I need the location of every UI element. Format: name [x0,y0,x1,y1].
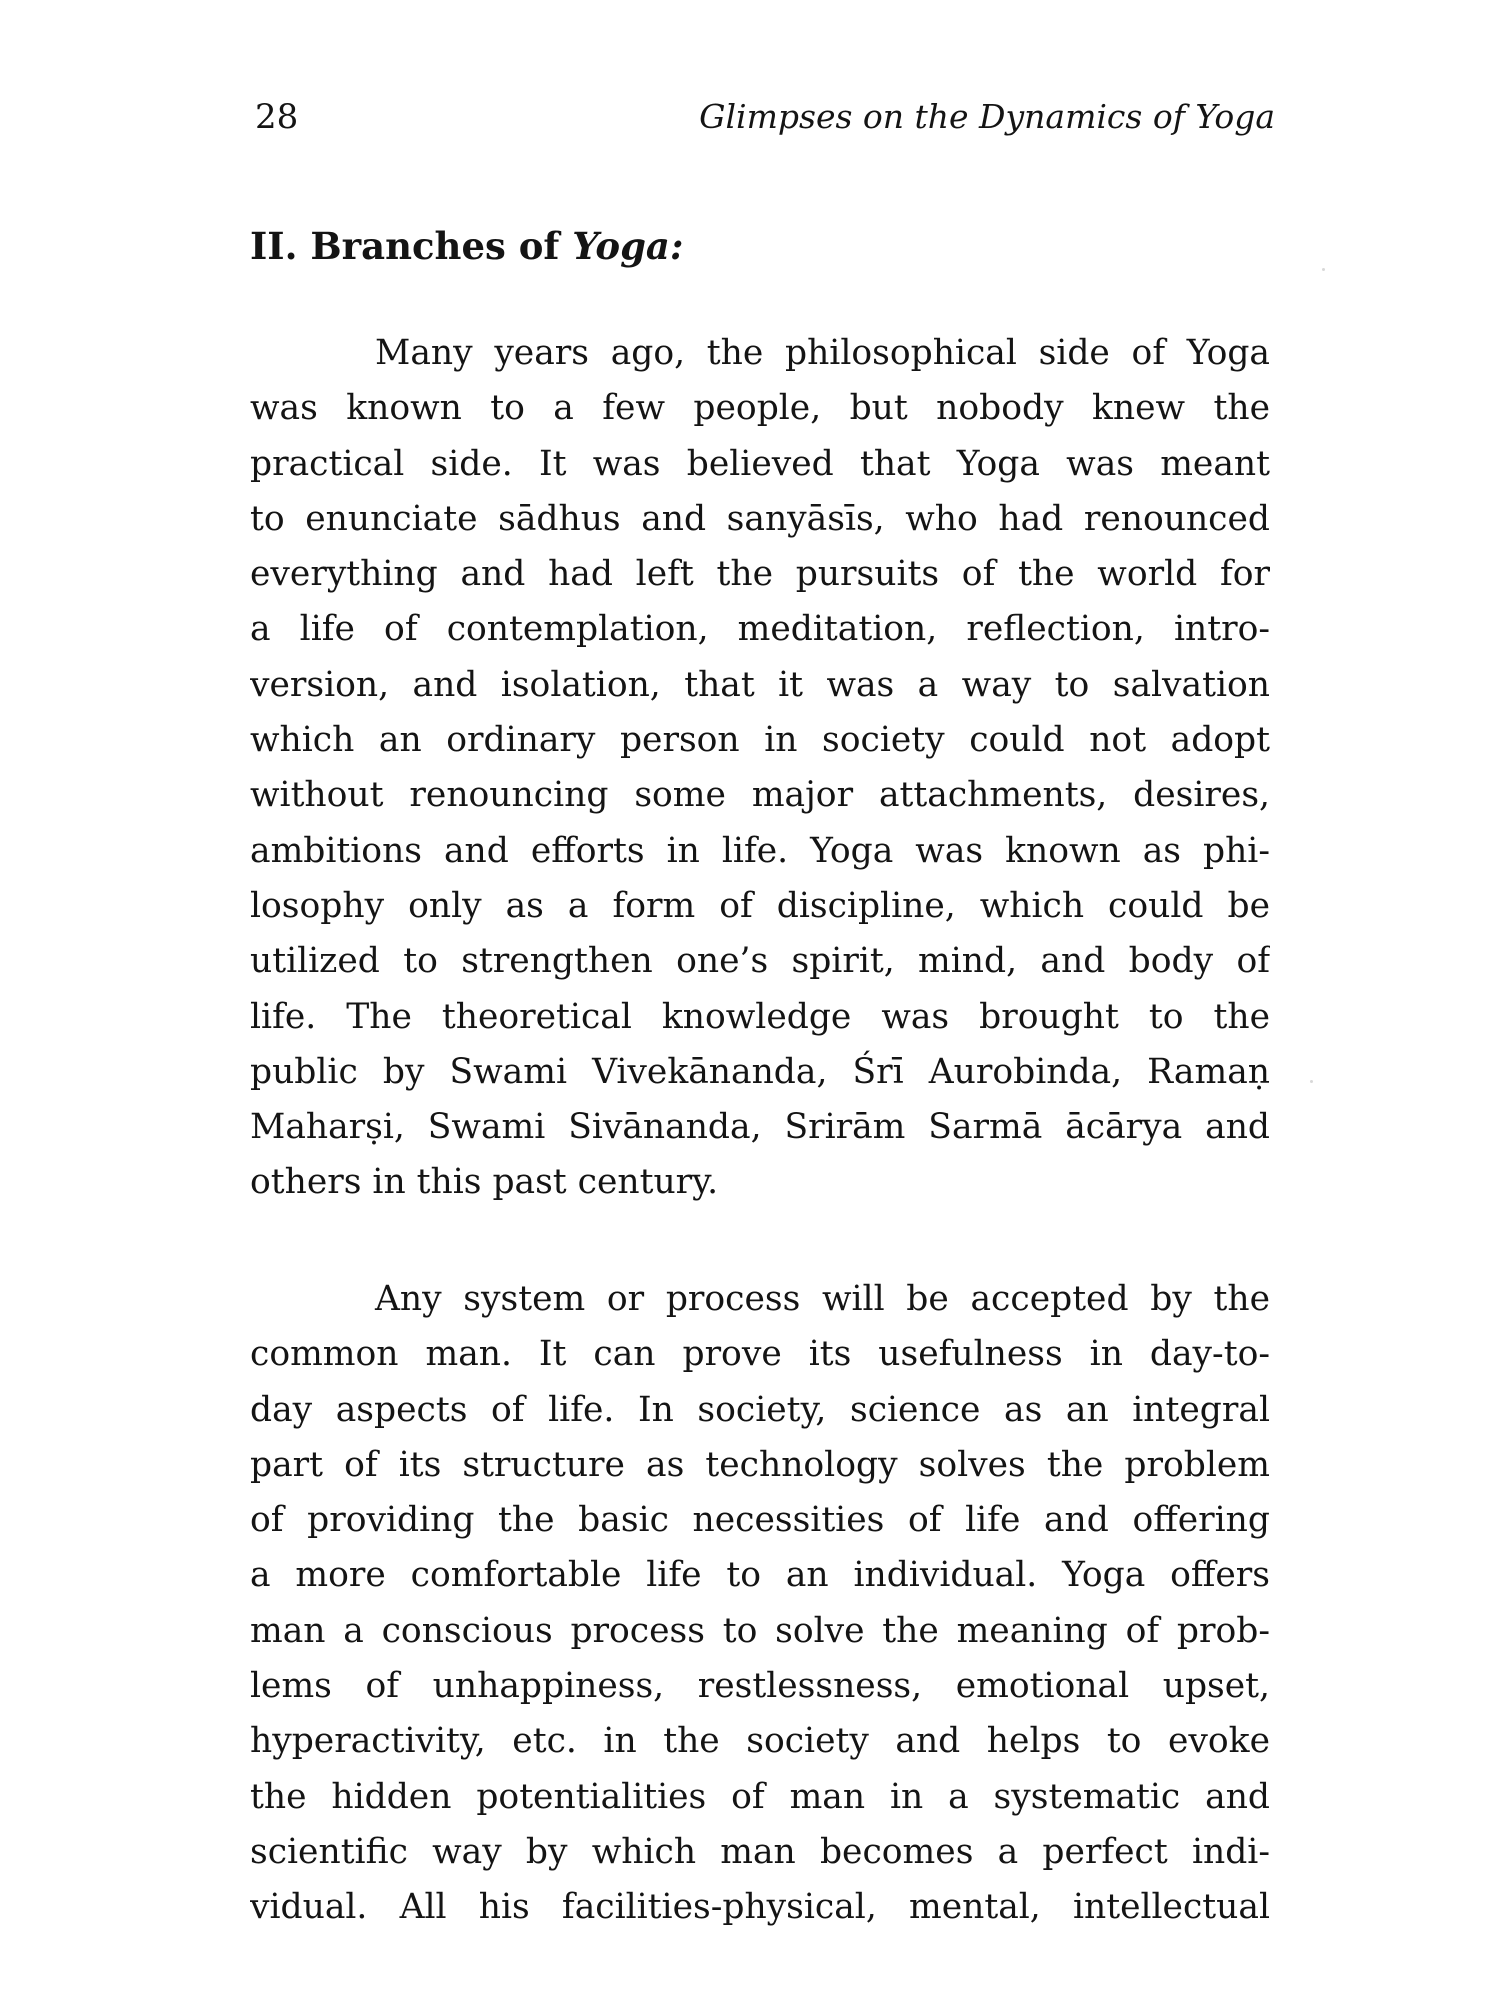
text-line: a life of contemplation, meditation, reflection, intro- [250,609,1270,650]
text-line: hyperactivity, etc. in the society and helps to evoke [250,1721,1270,1762]
text-line: to enunciate sādhus and sanyāsīs, who had renounced [250,498,1270,539]
text-line: Maharṣi, Swami Sivānanda, Srirām Sarmā ācārya and [250,1107,1270,1148]
text-line: of providing the basic necessities of life and offering [250,1500,1270,1541]
text-line: ambitions and efforts in life. Yoga was known as phi- [250,830,1270,871]
running-head [255,92,1275,142]
text-line: vidual. All his facilities-physical, mental, intellectual [250,1887,1270,1928]
paragraph-2 [250,1272,1270,1936]
text-line: the hidden potentialities of man in a systematic and [250,1776,1270,1817]
text-line: losophy only as a form of discipline, which could be [250,885,1270,926]
book-title: Glimpses on the Dynamics of Yoga [699,97,1275,136]
section-heading [250,218,684,274]
text-line: part of its structure as technology solves the problem [250,1444,1270,1485]
scan-speck [1310,1080,1313,1083]
text-line: others in this past century. [250,1162,719,1203]
text-line: everything and had left the pursuits of the world for [250,554,1270,595]
text-line: public by Swami Vivekānanda, Śrī Aurobinda, Ramaṇ [250,1051,1270,1092]
text-line: which an ordinary person in society could not adopt [250,720,1270,761]
text-line: a more comfortable life to an individual. Yoga offers [250,1555,1270,1596]
paragraph-1 [250,326,1270,1211]
scan-speck [1322,268,1325,271]
text-line: version, and isolation, that it was a way to salvation [250,664,1270,705]
text-line: life. The theoretical knowledge was brought to the [250,996,1270,1037]
text-line: Any system or process will be accepted by the [375,1279,1270,1319]
text-line: Many years ago, the philosophical side of Yoga [375,333,1270,373]
section-heading-italic: Yoga: [572,224,684,268]
text-line: practical side. It was believed that Yoga was meant [250,443,1270,484]
text-line: man a conscious process to solve the meaning of prob- [250,1610,1270,1651]
text-line: utilized to strengthen one’s spirit, mind, and body of [250,941,1270,982]
text-line: was known to a few people, but nobody knew the [250,388,1270,429]
text-line: day aspects of life. In society, science as an integral [250,1389,1270,1430]
text-line: common man. It can prove its usefulness in day-to- [250,1334,1270,1375]
section-heading-text: II. Branches of [250,224,573,268]
text-line: scientific way by which man becomes a perfect indi- [250,1831,1270,1872]
page-number: 28 [255,97,299,137]
text-line: lems of unhappiness, restlessness, emotional upset, [250,1666,1270,1707]
text-line: without renouncing some major attachments, desires, [250,775,1270,816]
